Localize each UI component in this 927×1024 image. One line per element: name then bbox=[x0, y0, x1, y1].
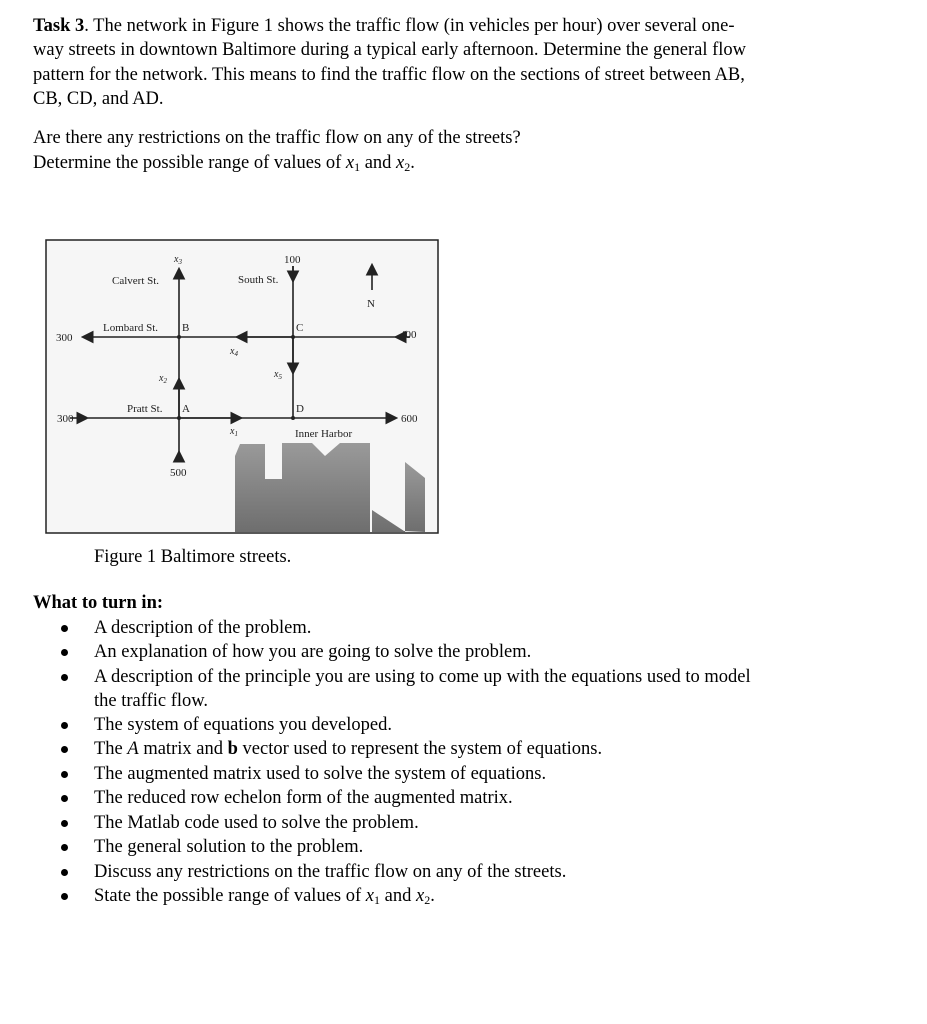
node-c: C bbox=[296, 322, 304, 334]
bullet-icon bbox=[61, 649, 68, 656]
task-line-4: CB, CD, and AD. bbox=[33, 89, 164, 109]
south-label: South St. bbox=[238, 274, 279, 286]
flow-lombard-west: 300 bbox=[56, 332, 73, 344]
bullet-icon bbox=[61, 625, 68, 632]
bullet-icon bbox=[61, 869, 68, 876]
task-question-1: Are there any restrictions on the traffic flow on any of the streets? bbox=[33, 128, 521, 148]
bullet-icon bbox=[61, 674, 68, 681]
task-question-2: Determine the possible range of values of $x_1$ and $x_2$. bbox=[33, 153, 415, 174]
flow-south-in: 100 bbox=[284, 254, 301, 266]
lombard-label: Lombard St. bbox=[103, 322, 158, 334]
flow-pratt-east: 600 bbox=[401, 413, 418, 425]
task-line-2: way streets in downtown Baltimore during a typical early afternoon. Determine the general flow bbox=[33, 40, 747, 60]
bullet-icon bbox=[61, 771, 68, 778]
flow-lombard-east: 400 bbox=[400, 329, 417, 341]
node-a: A bbox=[182, 403, 190, 415]
bullet-icon bbox=[61, 844, 68, 851]
var-x1: $x_1$ bbox=[230, 426, 238, 438]
var-x4: $x_4$ bbox=[230, 346, 238, 358]
flow-pratt-west: 300 bbox=[57, 413, 74, 425]
flow-calvert-in: 500 bbox=[170, 467, 187, 479]
node-d: D bbox=[296, 403, 304, 415]
bullet-icon bbox=[61, 746, 68, 753]
calvert-label: Calvert St. bbox=[112, 275, 160, 287]
baltimore-streets-figure bbox=[40, 234, 444, 540]
figure-caption: Figure 1 Baltimore streets. bbox=[94, 547, 292, 567]
var-x3: $x_3$ bbox=[174, 254, 182, 266]
inner-harbor-shape bbox=[235, 443, 370, 532]
node-b: B bbox=[182, 322, 190, 334]
task-heading: Task 3 bbox=[33, 16, 85, 36]
var-x5: $x_5$ bbox=[274, 369, 282, 381]
task-line-3: pattern for the network. This means to find the traffic flow on the sections of street between AB, bbox=[33, 65, 745, 85]
bullet-icon bbox=[61, 722, 68, 729]
north-label: N bbox=[367, 298, 375, 310]
turn-in-heading: What to turn in: bbox=[33, 593, 164, 613]
inner-harbor-label: Inner Harbor bbox=[295, 428, 353, 440]
bullet-icon bbox=[61, 893, 68, 900]
bullet-icon bbox=[61, 820, 68, 827]
bullet-icon bbox=[61, 795, 68, 802]
pratt-label: Pratt St. bbox=[127, 403, 163, 415]
var-x2: $x_2$ bbox=[159, 373, 167, 385]
task-line-1: Task 3. The network in Figure 1 shows the traffic flow (in vehicles per hour) over several one- bbox=[33, 16, 735, 36]
